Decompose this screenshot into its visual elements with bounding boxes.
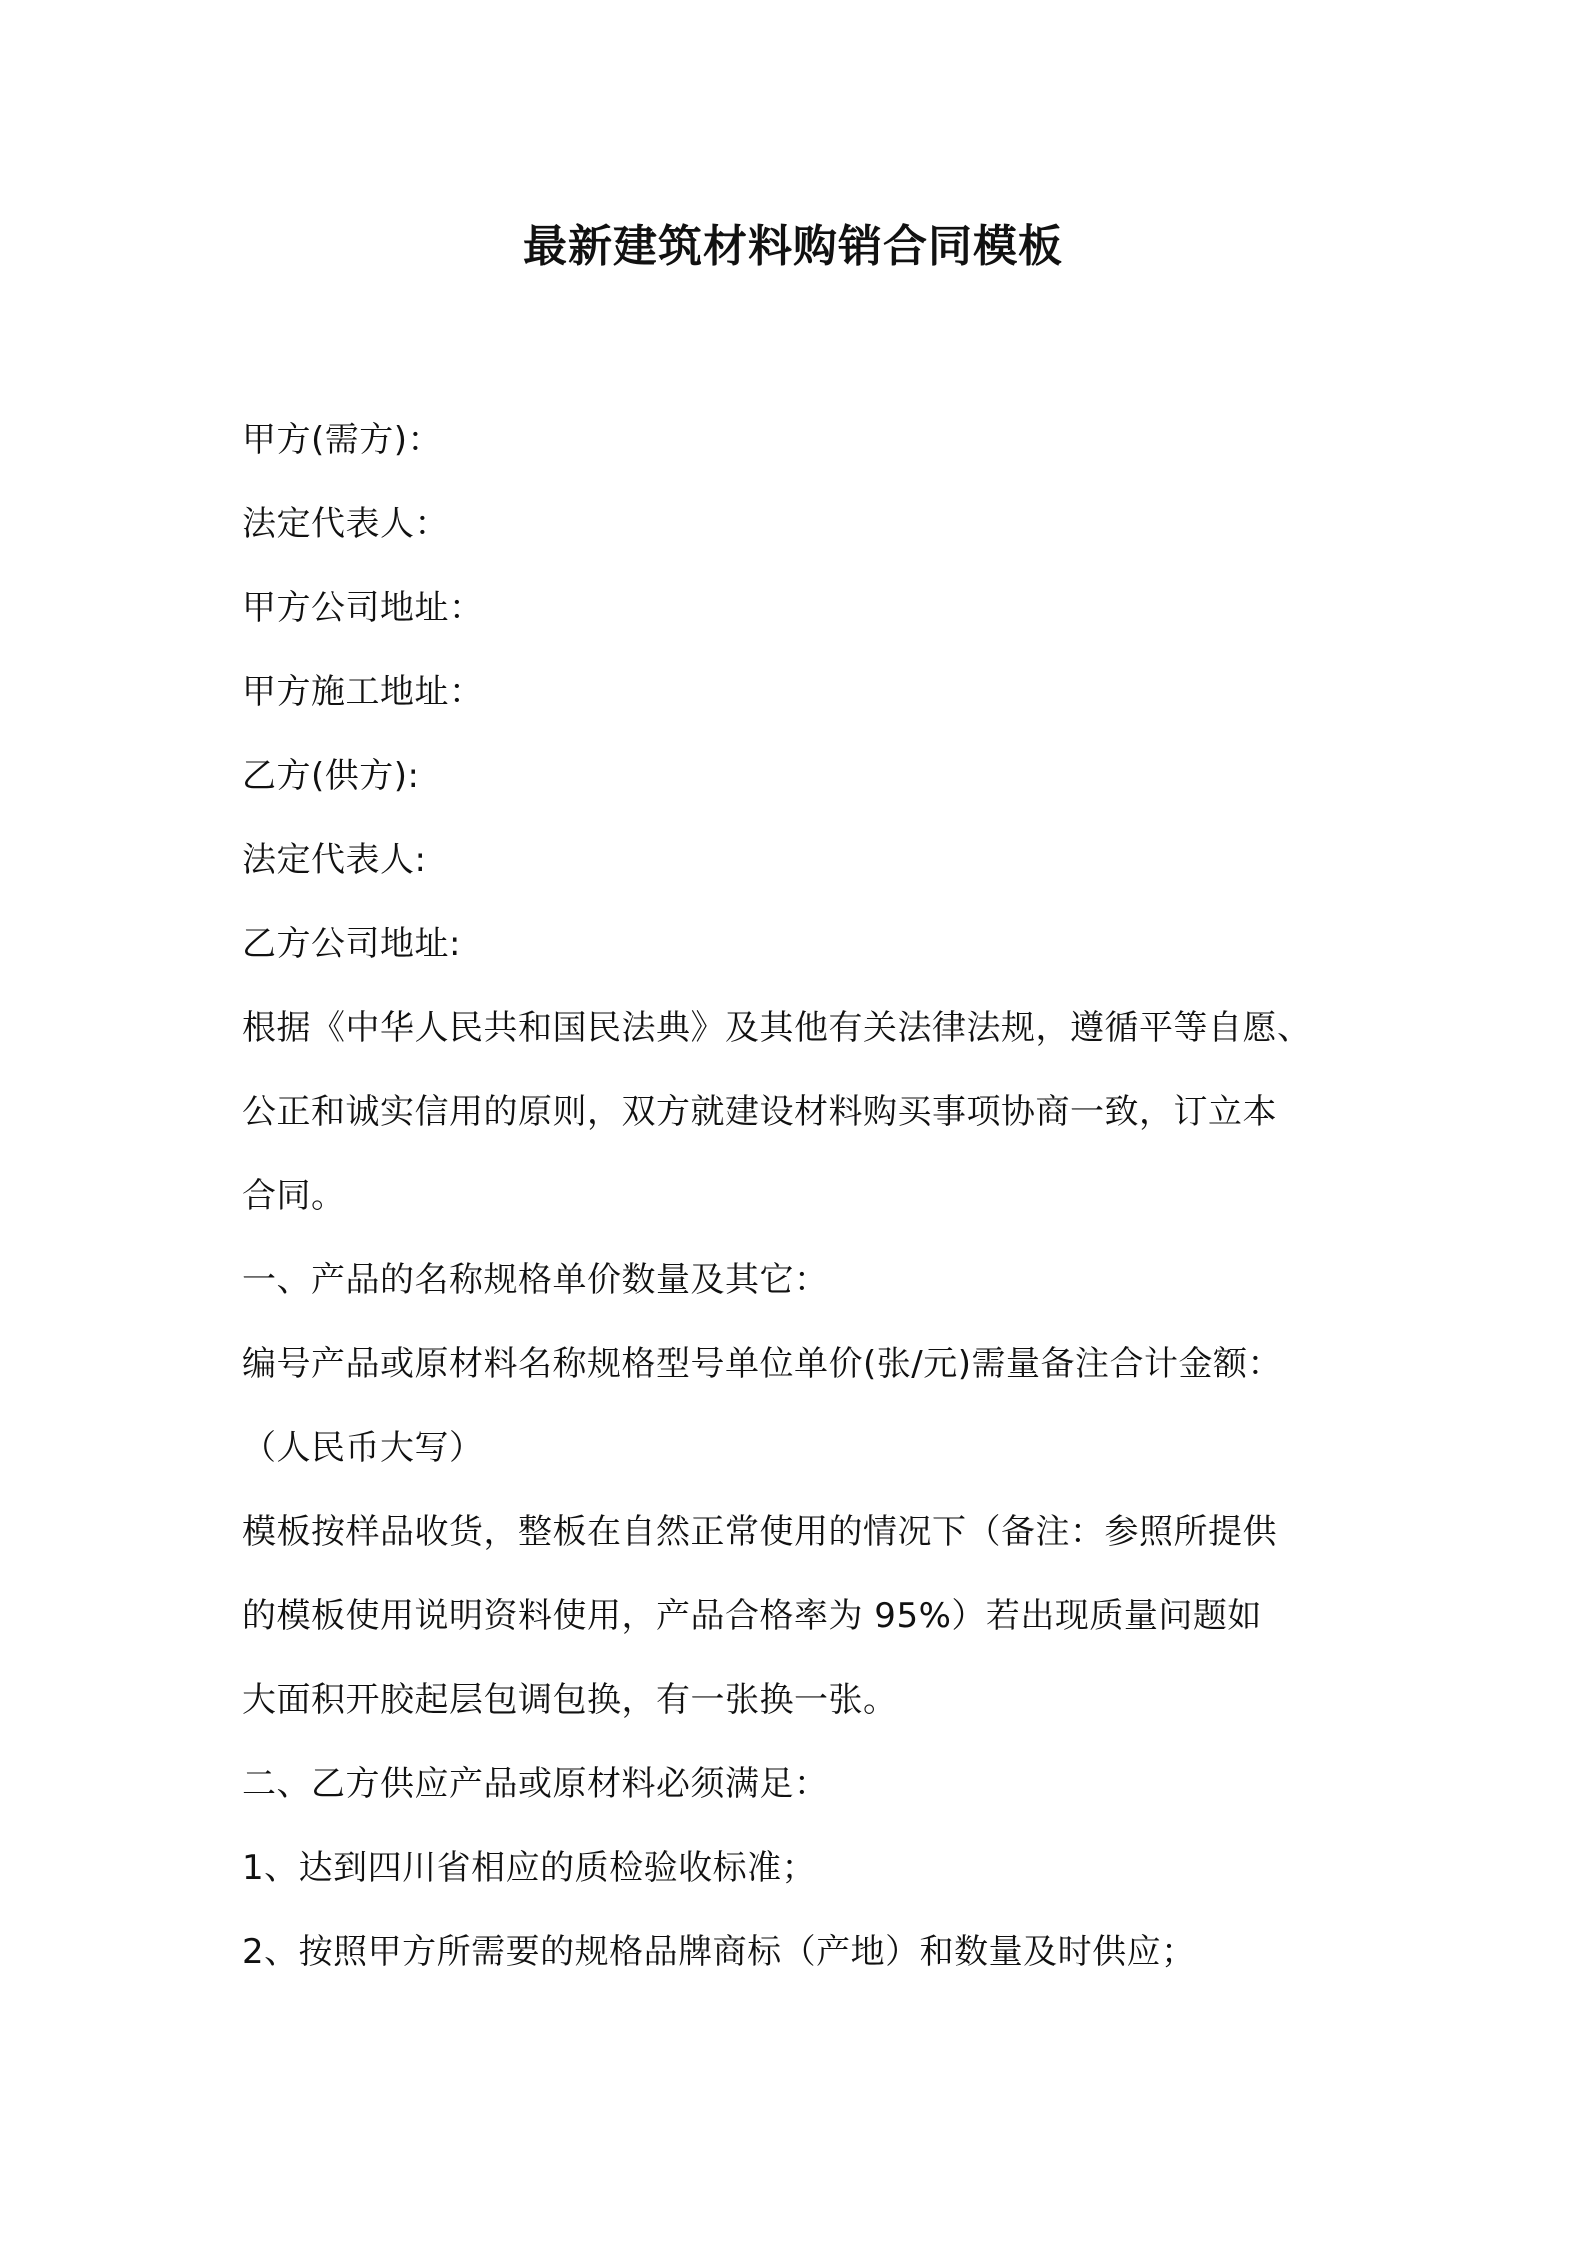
- section-2-item-1: 1、达到四川省相应的质检验收标准；: [242, 1848, 817, 1888]
- section-1-heading: 一、产品的名称规格单价数量及其它：: [242, 1260, 829, 1300]
- preamble-line-2: 公正和诚实信用的原则，双方就建设材料购买事项协商一致，订立本: [242, 1092, 1277, 1132]
- section-1-amount-note: （人民币大写）: [242, 1428, 484, 1468]
- section-2-heading: 二、乙方供应产品或原材料必须满足：: [242, 1764, 829, 1804]
- party-a-line: 甲方(需方)：: [242, 420, 443, 460]
- party-b-company-address-line: 乙方公司地址:: [242, 924, 461, 964]
- party-a-site-address-line: 甲方施工地址：: [242, 672, 484, 712]
- quality-clause-line-1: 模板按样品收货，整板在自然正常使用的情况下（备注：参照所提供: [242, 1512, 1277, 1552]
- document-body: [242, 398, 1362, 1994]
- party-b-line: 乙方(供方):: [242, 756, 420, 796]
- quality-clause-line-3: 大面积开胶起层包调包换，有一张换一张。: [242, 1680, 898, 1720]
- document-title: 最新建筑材料购销合同模板: [523, 221, 1063, 272]
- section-1-columns-line: 编号产品或原材料名称规格型号单位单价(张/元)需量备注合计金额：: [242, 1344, 1282, 1384]
- party-b-representative-line: 法定代表人:: [242, 840, 427, 880]
- preamble-line-1: 根据《中华人民共和国民法典》及其他有关法律法规，遵循平等自愿、: [242, 1008, 1312, 1048]
- party-a-representative-line: 法定代表人：: [242, 504, 449, 544]
- preamble-line-3: 合同。: [242, 1176, 346, 1216]
- section-2-item-2: 2、按照甲方所需要的规格品牌商标（产地）和数量及时供应；: [242, 1932, 1196, 1972]
- quality-clause-line-2: 的模板使用说明资料使用，产品合格率为 95%）若出现质量问题如: [242, 1596, 1262, 1636]
- party-a-company-address-line: 甲方公司地址：: [242, 588, 484, 628]
